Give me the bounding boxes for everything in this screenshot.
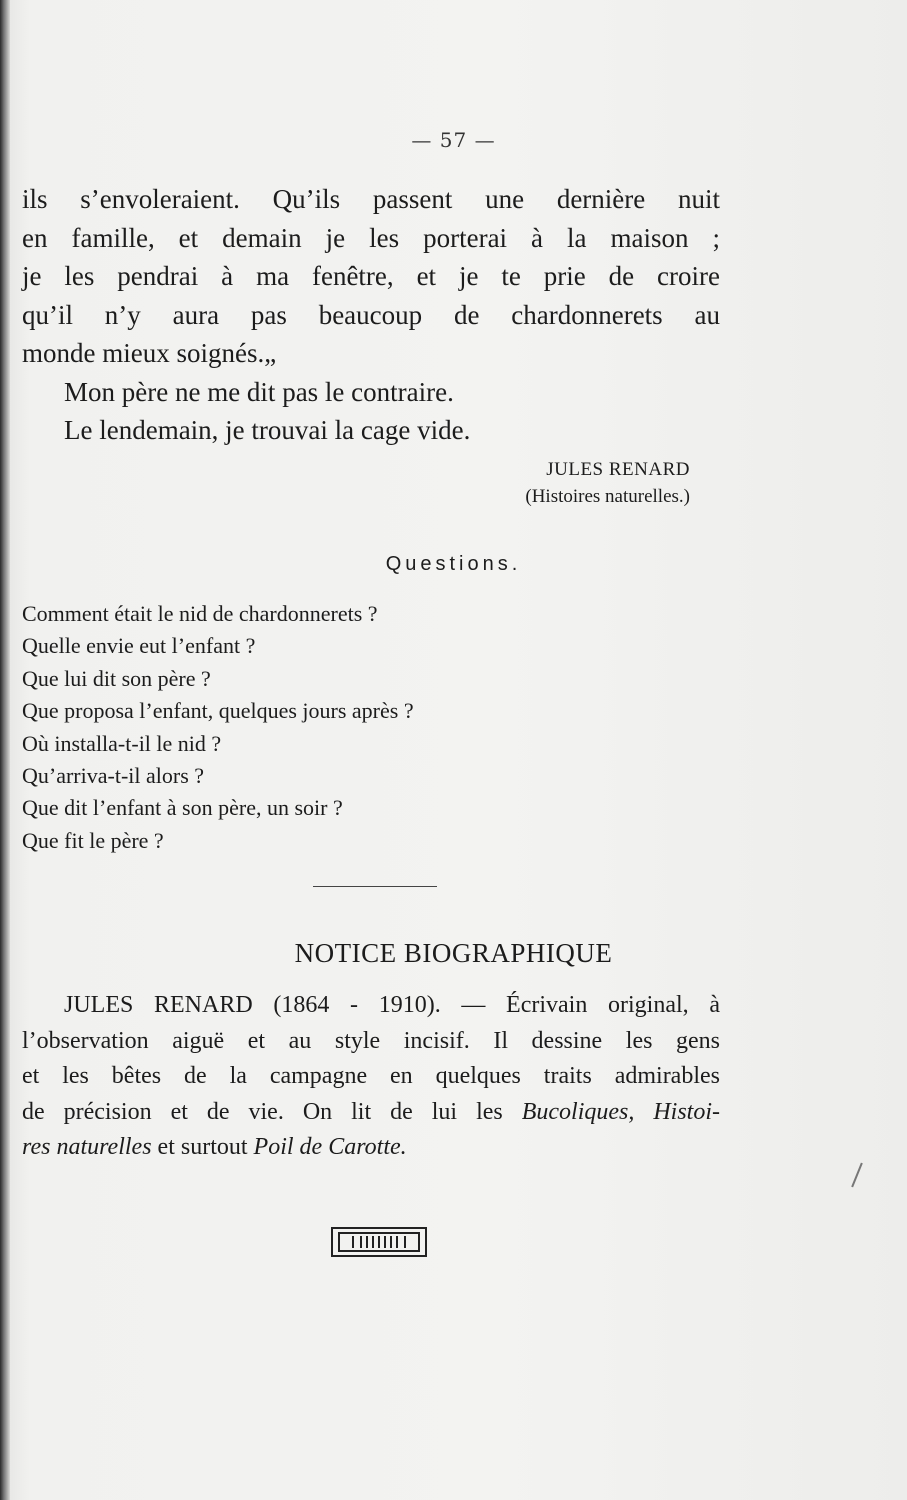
book-title: Poil de Carotte.: [253, 1134, 407, 1160]
question-item: Que lui dit son père ?: [22, 665, 211, 691]
story-line: Mon père ne me dit pas le contraire.: [64, 376, 454, 407]
bio-text: de précision et de vie. On lit de lui les: [22, 1098, 503, 1125]
source-work: (Histoires naturelles.): [525, 486, 690, 507]
story-line: monde mieux soignés.„: [22, 338, 277, 368]
book-title: res naturelles: [22, 1134, 152, 1160]
bio-line: JULES RENARD (1864 - 1910). — Écrivain original, à: [64, 992, 720, 1018]
end-ornament-icon: [331, 1227, 427, 1257]
question-item: Quelle envie eut l’enfant ?: [22, 633, 256, 659]
biography-text: [22, 988, 720, 1166]
question-item: Où installa-t-il le nid ?: [22, 730, 222, 756]
bio-line: l’observation aiguë et au style incisif. Il dessine les gens: [22, 1027, 720, 1054]
notice-heading: NOTICE BIOGRAPHIQUE: [294, 938, 613, 968]
story-line: ils s’envoleraient. Qu’ils passent une dernière nuit: [22, 184, 720, 214]
question-item: Que dit l’enfant à son père, un soir ?: [22, 795, 343, 821]
story-line: Le lendemain, je trouvai la cage vide.: [64, 415, 471, 445]
story-line: qu’il n’y aura pas beaucoup de chardonnerets au: [22, 299, 720, 330]
page-number: — 57 —: [411, 128, 496, 152]
question-item: Que fit le père ?: [22, 827, 164, 853]
paper-mark: [851, 1163, 863, 1188]
author-name: JULES RENARD: [546, 459, 690, 480]
questions-list: [22, 598, 720, 857]
question-item: Qu’arriva-t-il alors ?: [22, 763, 205, 789]
bio-line: et les bêtes de la campagne en quelques traits admirables: [22, 1063, 720, 1089]
story-text: [22, 180, 720, 450]
story-line: en famille, et demain je les porterai à la maison ;: [22, 222, 720, 253]
question-item: Comment était le nid de chardonnerets ?: [22, 601, 378, 626]
page-binding-edge: [0, 0, 10, 1500]
bio-line: [22, 1130, 720, 1166]
section-divider: [313, 886, 437, 887]
question-item: Que proposa l’enfant, quelques jours après ?: [22, 698, 414, 724]
bio-text: et surtout: [157, 1134, 248, 1160]
story-line: je les pendrai à ma fenêtre, et je te prie de croire: [22, 261, 720, 291]
bio-line: [22, 1095, 720, 1131]
questions-heading: Questions.: [385, 553, 522, 575]
book-title: Bucoliques, Histoi-: [521, 1098, 721, 1125]
